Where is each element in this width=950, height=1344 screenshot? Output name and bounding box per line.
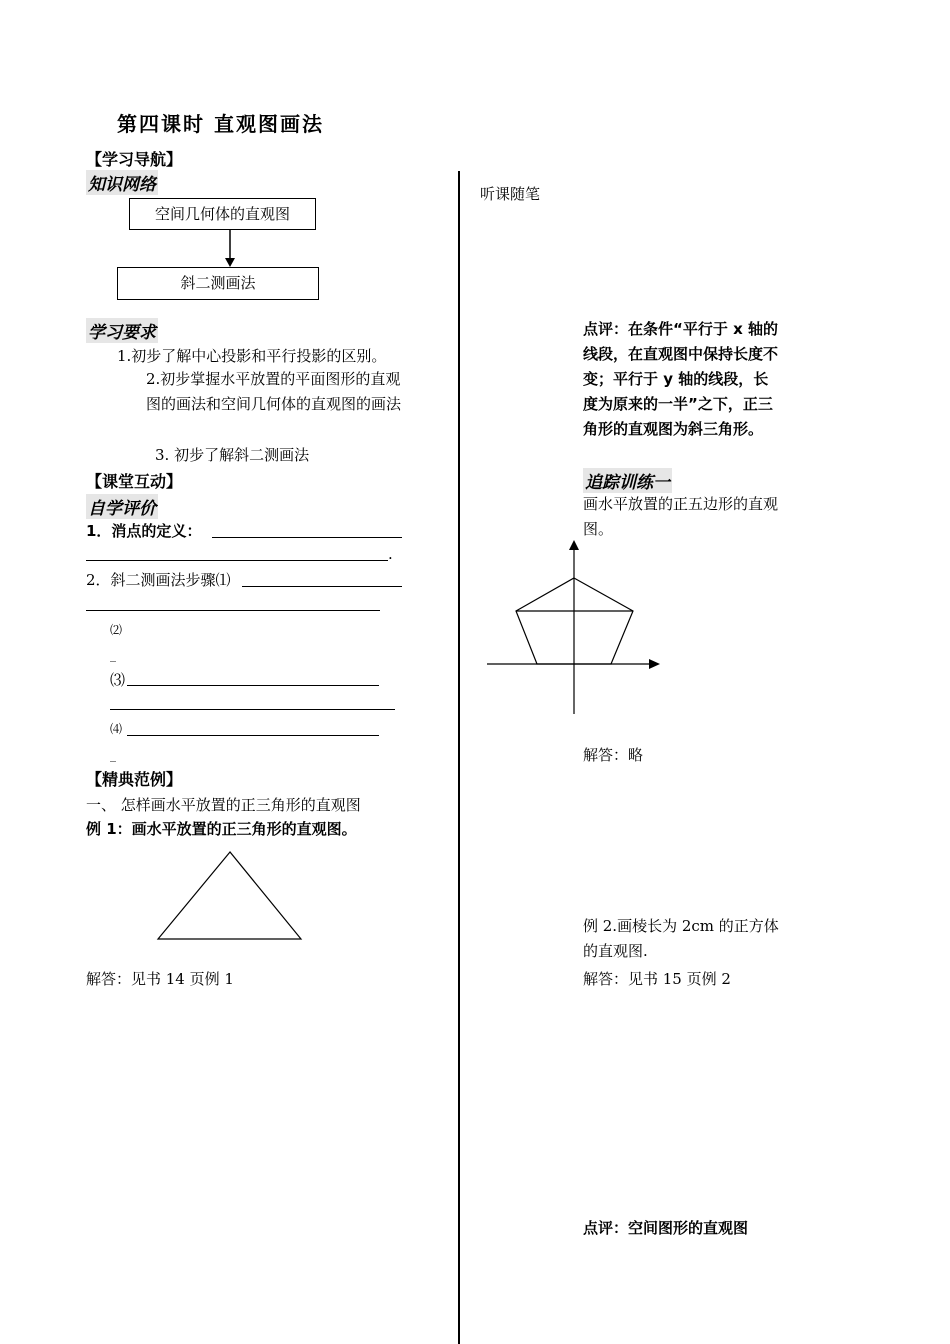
comment-2: 点评：空间图形的直观图 — [583, 1219, 749, 1237]
answer-blank-1a[interactable] — [212, 537, 402, 538]
subheading-tracking: 追踪训练一 — [583, 468, 672, 493]
section-classroom: 【课堂互动】 — [86, 472, 183, 491]
example-1-answer: 解答：见书 14 页例 1 — [86, 970, 234, 988]
question-1-end: . — [388, 545, 393, 563]
answer-blank-2a[interactable] — [242, 586, 402, 587]
answer-blank-3b[interactable] — [110, 709, 395, 710]
subheading-requirements: 学习要求 — [86, 318, 158, 343]
answer-blank-3a[interactable] — [127, 685, 379, 686]
answer-blank-1b[interactable] — [86, 560, 388, 561]
equilateral-triangle-figure — [150, 848, 310, 944]
tracking-answer: 解答：略 — [583, 746, 644, 764]
comment-1: 点评：在条件“平行于 x 轴的线段，在直观图中保持长度不变；平行于 y 轴的线段，长度为原来的一半”之下，正三角形的直观图为斜三角形。 — [583, 320, 779, 438]
step-2-dash: _ — [110, 648, 116, 662]
requirement-item-2-text: 2.初步掌握水平放置的平面图形的直观图的画法和空间几何体的直观图的画法 — [146, 370, 402, 413]
step-2-label: ⑵ — [110, 623, 123, 637]
step-4-dash: _ — [110, 748, 116, 762]
answer-blank-2b[interactable] — [86, 610, 380, 611]
example-2-answer: 解答：见书 15 页例 2 — [583, 970, 731, 988]
example-part-1: 一、 怎样画水平放置的正三角形的直观图 — [86, 796, 361, 814]
requirement-item-3: 3. 初步了解斜二测画法 — [155, 446, 310, 464]
subheading-self-eval: 自学评价 — [86, 494, 158, 519]
example-1: 例 1：画水平放置的正三角形的直观图。 — [86, 820, 357, 838]
diagram-box-spatial-solid: 空间几何体的直观图 — [129, 198, 316, 230]
requirement-item-2 — [146, 367, 414, 417]
step-3-label: ⑶ — [110, 671, 126, 689]
question-2-label: 2．斜二测画法步骤⑴ — [86, 571, 231, 589]
section-examples: 【精典范例】 — [86, 770, 183, 789]
tracking-task: 画水平放置的正五边形的直观图。 — [583, 495, 779, 538]
page-title: 第四课时 直观图画法 — [117, 112, 324, 136]
question-1-label: 1．消点的定义： — [86, 522, 202, 540]
subheading-knowledge-network: 知识网络 — [86, 170, 158, 195]
answer-blank-4[interactable] — [127, 735, 379, 736]
requirement-item-1: 1.初步了解中心投影和平行投影的区别。 — [117, 347, 387, 365]
step-4-label: ⑷ — [110, 722, 123, 736]
column-divider — [458, 171, 460, 1344]
diagram-box-oblique-method: 斜二测画法 — [117, 267, 319, 300]
section-study-guide: 【学习导航】 — [86, 150, 183, 169]
pentagon-axes-figure — [485, 538, 665, 718]
notes-label: 听课随笔 — [480, 185, 541, 203]
example-2: 例 2.画棱长为 2cm 的正方体的直观图. — [583, 917, 779, 960]
diagram-arrow — [220, 229, 240, 269]
